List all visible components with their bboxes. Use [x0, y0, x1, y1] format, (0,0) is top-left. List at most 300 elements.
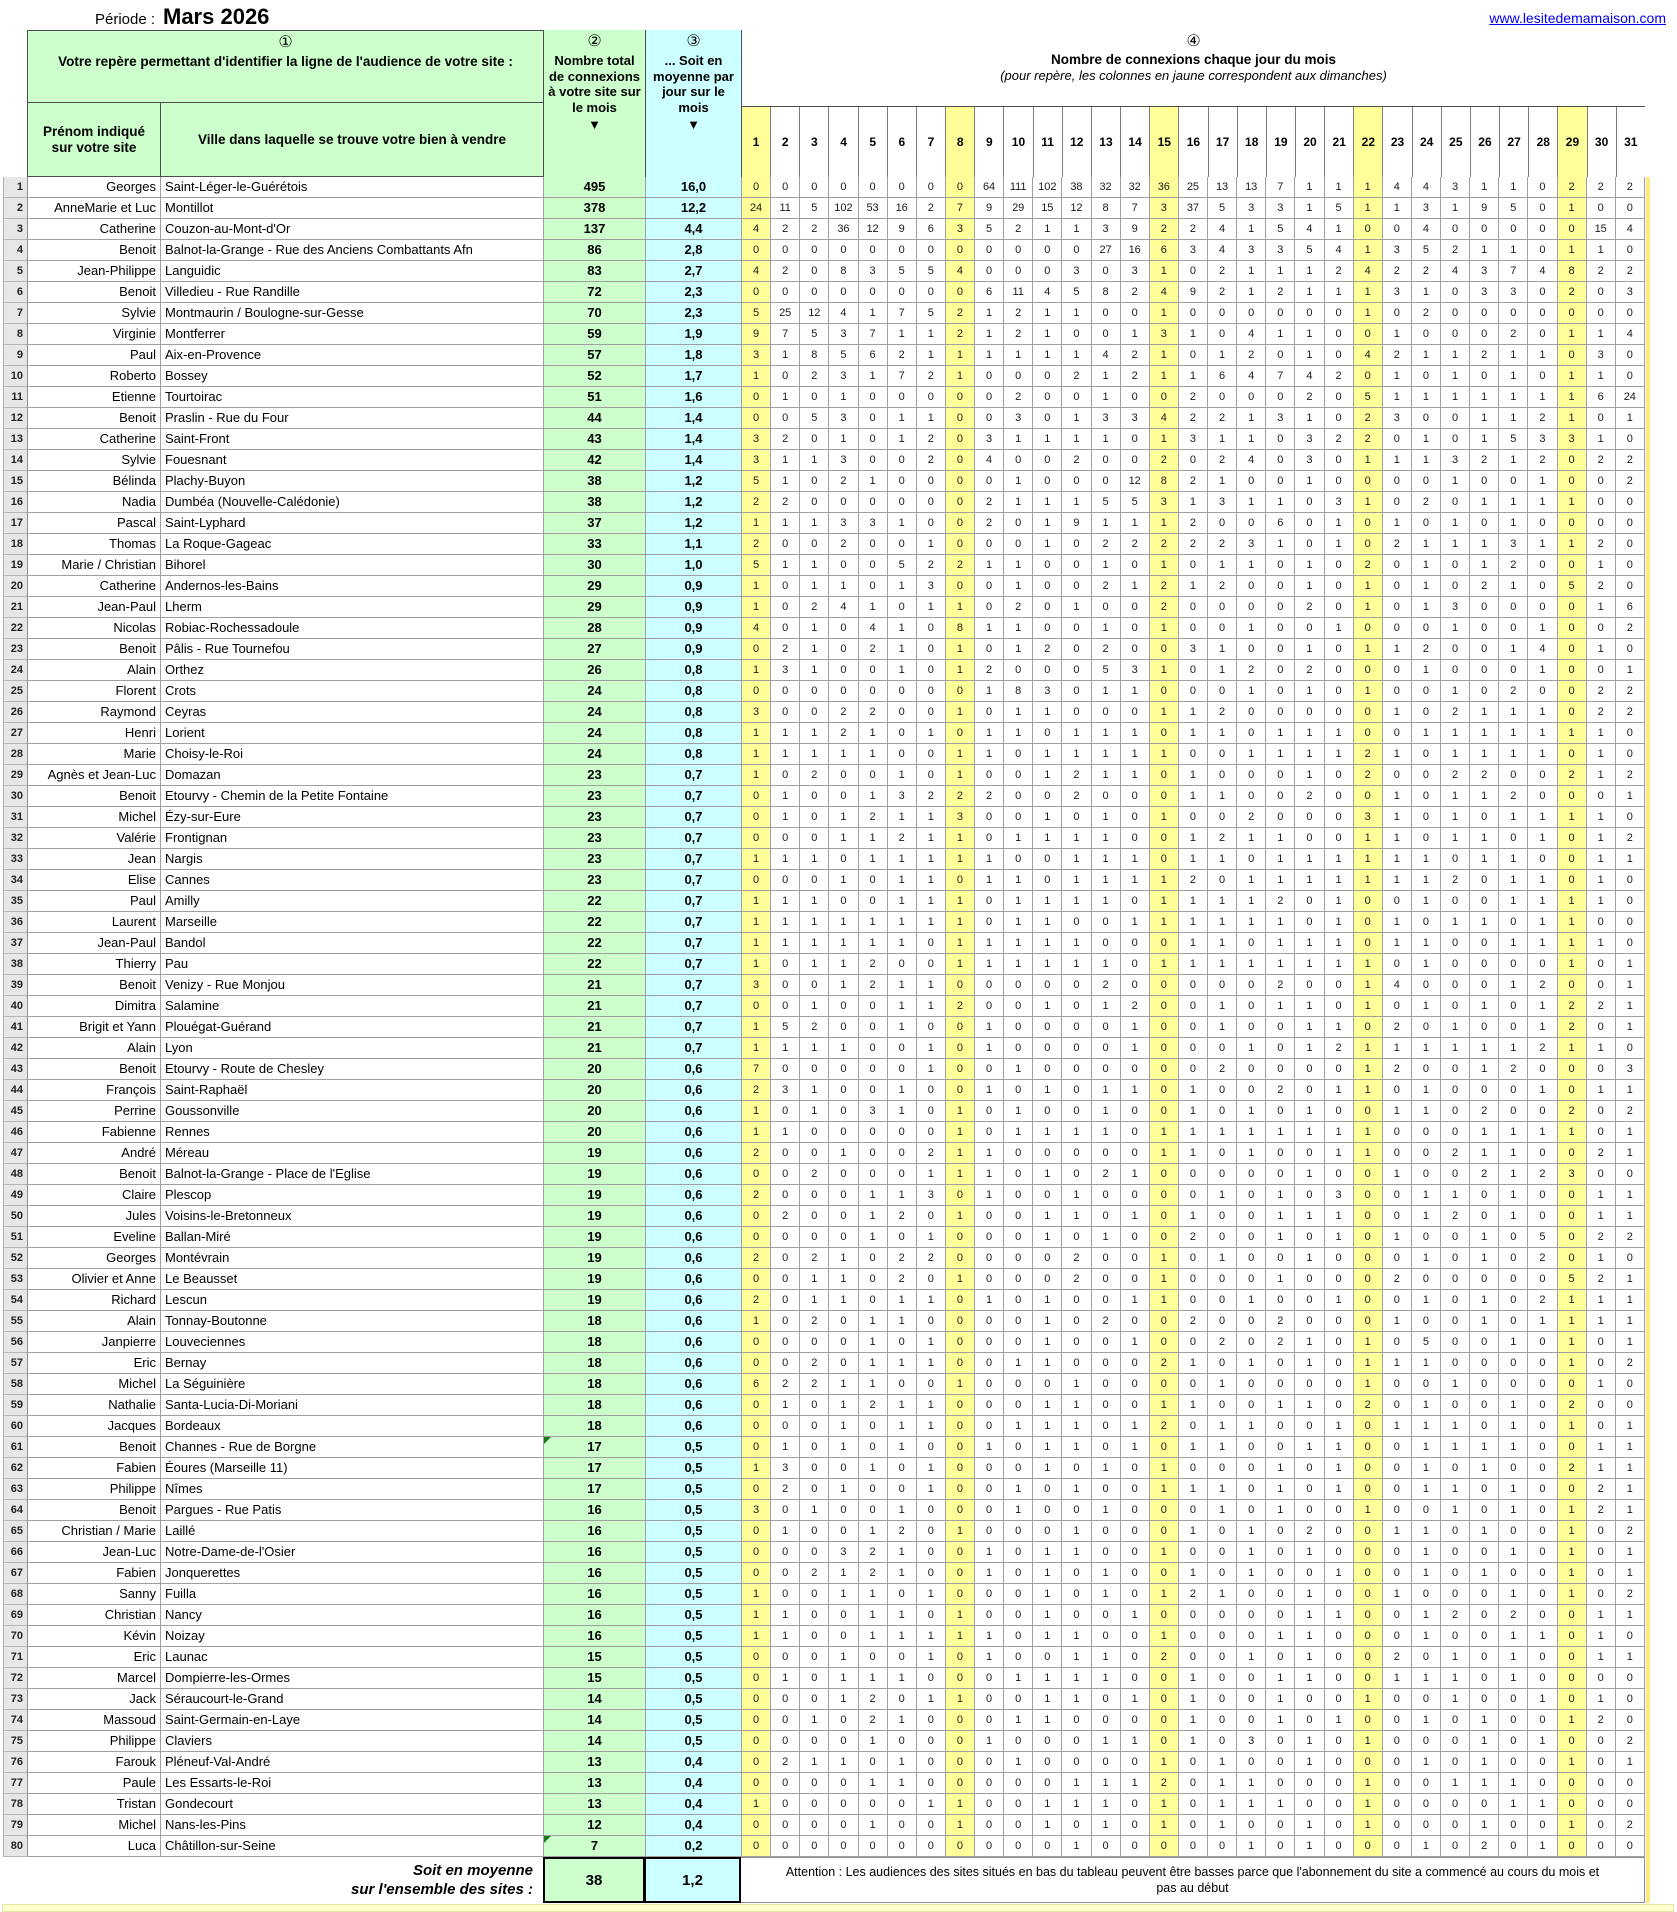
day-cell-2[interactable]: 0: [771, 681, 800, 702]
day-cell-22[interactable]: 1: [1354, 681, 1383, 702]
day-cell-3[interactable]: 1: [800, 576, 829, 597]
day-cell-28[interactable]: 0: [1528, 1815, 1557, 1836]
prenom-cell[interactable]: Luca: [28, 1836, 161, 1857]
ville-cell[interactable]: Noizay: [161, 1626, 544, 1647]
day-cell-26[interactable]: 0: [1470, 1017, 1499, 1038]
day-cell-6[interactable]: 1: [888, 996, 917, 1017]
day-cell-10[interactable]: 2: [1004, 387, 1033, 408]
day-cell-25[interactable]: 0: [1441, 303, 1470, 324]
prenom-cell[interactable]: Eric: [28, 1353, 161, 1374]
day-cell-21[interactable]: 0: [1325, 1752, 1354, 1773]
day-cell-18[interactable]: 1: [1237, 1122, 1266, 1143]
day-cell-7[interactable]: 0: [917, 1668, 946, 1689]
day-cell-30[interactable]: 0: [1587, 1542, 1616, 1563]
day-cell-25[interactable]: 1: [1441, 1668, 1470, 1689]
avg-cell[interactable]: 0,6: [646, 1269, 742, 1290]
day-cell-1[interactable]: 1: [742, 1101, 771, 1122]
day-cell-19[interactable]: 0: [1266, 1584, 1295, 1605]
day-cell-27[interactable]: 1: [1499, 387, 1528, 408]
day-cell-29[interactable]: 2: [1558, 1395, 1587, 1416]
day-cell-28[interactable]: 0: [1528, 597, 1557, 618]
day-cell-10[interactable]: 1: [1004, 723, 1033, 744]
day-cell-31[interactable]: 1: [1616, 1563, 1645, 1584]
day-cell-20[interactable]: 1: [1295, 1836, 1324, 1857]
day-cell-6[interactable]: 0: [888, 1836, 917, 1857]
ville-cell[interactable]: Plouégat-Guérand: [161, 1017, 544, 1038]
day-cell-31[interactable]: 1: [1616, 1080, 1645, 1101]
day-cell-29[interactable]: 1: [1558, 1500, 1587, 1521]
prenom-cell[interactable]: Henri: [28, 723, 161, 744]
day-cell-19[interactable]: 0: [1266, 1164, 1295, 1185]
avg-cell[interactable]: 0,4: [646, 1773, 742, 1794]
day-cell-27[interactable]: 2: [1499, 324, 1528, 345]
day-cell-22[interactable]: 0: [1354, 1416, 1383, 1437]
day-cell-25[interactable]: 0: [1441, 1290, 1470, 1311]
day-cell-28[interactable]: 1: [1528, 807, 1557, 828]
day-cell-4[interactable]: 0: [829, 1332, 858, 1353]
day-cell-16[interactable]: 0: [1179, 1269, 1208, 1290]
day-cell-13[interactable]: 1: [1092, 681, 1121, 702]
day-cell-12[interactable]: 0: [1062, 1227, 1091, 1248]
day-cell-30[interactable]: 0: [1587, 1731, 1616, 1752]
day-cell-23[interactable]: 1: [1383, 933, 1412, 954]
day-cell-23[interactable]: 0: [1383, 1290, 1412, 1311]
day-cell-9[interactable]: 0: [975, 807, 1004, 828]
day-cell-11[interactable]: 1: [1033, 534, 1062, 555]
avg-cell[interactable]: 1,6: [646, 387, 742, 408]
day-cell-9[interactable]: 1: [975, 1626, 1004, 1647]
day-cell-22[interactable]: 0: [1354, 1836, 1383, 1857]
day-cell-26[interactable]: 2: [1470, 1101, 1499, 1122]
day-cell-30[interactable]: 0: [1587, 786, 1616, 807]
day-cell-26[interactable]: 0: [1470, 1689, 1499, 1710]
day-cell-31[interactable]: 1: [1616, 1122, 1645, 1143]
day-cell-17[interactable]: 0: [1208, 303, 1237, 324]
day-cell-13[interactable]: 0: [1092, 450, 1121, 471]
day-cell-10[interactable]: 0: [1004, 1605, 1033, 1626]
day-cell-29[interactable]: 0: [1558, 219, 1587, 240]
day-cell-27[interactable]: 5: [1499, 198, 1528, 219]
total-cell[interactable]: 19: [544, 1143, 646, 1164]
day-cell-15[interactable]: 1: [1150, 1794, 1179, 1815]
day-cell-10[interactable]: 0: [1004, 1437, 1033, 1458]
day-cell-19[interactable]: 1: [1266, 870, 1295, 891]
day-cell-8[interactable]: 1: [946, 828, 975, 849]
day-cell-24[interactable]: 1: [1412, 387, 1441, 408]
day-cell-7[interactable]: 3: [917, 576, 946, 597]
day-cell-17[interactable]: 1: [1208, 912, 1237, 933]
day-cell-25[interactable]: 4: [1441, 261, 1470, 282]
day-cell-7[interactable]: 0: [917, 240, 946, 261]
day-cell-17[interactable]: 0: [1208, 1647, 1237, 1668]
day-cell-25[interactable]: 1: [1441, 681, 1470, 702]
total-cell[interactable]: 22: [544, 891, 646, 912]
day-cell-30[interactable]: 1: [1587, 555, 1616, 576]
day-cell-12[interactable]: 0: [1062, 1500, 1091, 1521]
day-cell-3[interactable]: 1: [800, 1710, 829, 1731]
day-cell-19[interactable]: 0: [1266, 1752, 1295, 1773]
prenom-cell[interactable]: Farouk: [28, 1752, 161, 1773]
day-cell-5[interactable]: 1: [859, 849, 888, 870]
day-cell-17[interactable]: 2: [1208, 828, 1237, 849]
day-cell-18[interactable]: 0: [1237, 1248, 1266, 1269]
prenom-cell[interactable]: Benoit: [28, 1164, 161, 1185]
avg-cell[interactable]: 0,5: [646, 1710, 742, 1731]
day-cell-27[interactable]: 0: [1499, 1311, 1528, 1332]
day-cell-15[interactable]: 0: [1150, 1605, 1179, 1626]
ville-cell[interactable]: Plescop: [161, 1185, 544, 1206]
day-cell-25[interactable]: 3: [1441, 177, 1470, 198]
day-cell-15[interactable]: 1: [1150, 954, 1179, 975]
total-cell[interactable]: 29: [544, 576, 646, 597]
day-cell-22[interactable]: 1: [1354, 1143, 1383, 1164]
day-cell-13[interactable]: 1: [1092, 1227, 1121, 1248]
day-cell-22[interactable]: 0: [1354, 912, 1383, 933]
day-cell-31[interactable]: 2: [1616, 261, 1645, 282]
day-cell-19[interactable]: 0: [1266, 660, 1295, 681]
day-cell-11[interactable]: 0: [1033, 660, 1062, 681]
total-cell[interactable]: 19: [544, 1269, 646, 1290]
day-cell-20[interactable]: 1: [1295, 1395, 1324, 1416]
row-number[interactable]: 44: [4, 1080, 28, 1101]
day-cell-15[interactable]: 0: [1150, 639, 1179, 660]
day-cell-14[interactable]: 2: [1121, 345, 1150, 366]
day-cell-22[interactable]: 1: [1354, 975, 1383, 996]
day-cell-12[interactable]: 0: [1062, 555, 1091, 576]
day-cell-4[interactable]: 0: [829, 660, 858, 681]
day-cell-11[interactable]: 0: [1033, 450, 1062, 471]
row-number[interactable]: 5: [4, 261, 28, 282]
day-cell-6[interactable]: 1: [888, 1500, 917, 1521]
prenom-cell[interactable]: Benoit: [28, 282, 161, 303]
day-cell-20[interactable]: 1: [1295, 954, 1324, 975]
day-cell-8[interactable]: 2: [946, 996, 975, 1017]
day-cell-24[interactable]: 1: [1412, 723, 1441, 744]
day-cell-28[interactable]: 0: [1528, 1458, 1557, 1479]
row-number[interactable]: 78: [4, 1794, 28, 1815]
total-cell[interactable]: 26: [544, 660, 646, 681]
day-cell-1[interactable]: 0: [742, 1437, 771, 1458]
day-cell-16[interactable]: 1: [1179, 1143, 1208, 1164]
day-cell-3[interactable]: 0: [800, 1437, 829, 1458]
day-cell-11[interactable]: 0: [1033, 1521, 1062, 1542]
day-cell-26[interactable]: 0: [1470, 639, 1499, 660]
prenom-cell[interactable]: Paule: [28, 1773, 161, 1794]
day-cell-25[interactable]: 0: [1441, 1353, 1470, 1374]
day-cell-17[interactable]: 2: [1208, 408, 1237, 429]
day-cell-8[interactable]: 0: [946, 282, 975, 303]
day-cell-7[interactable]: 0: [917, 1731, 946, 1752]
day-cell-30[interactable]: 1: [1587, 1080, 1616, 1101]
day-cell-9[interactable]: 3: [975, 429, 1004, 450]
day-cell-1[interactable]: 1: [742, 765, 771, 786]
day-cell-13[interactable]: 1: [1092, 723, 1121, 744]
day-cell-27[interactable]: 1: [1499, 345, 1528, 366]
day-cell-6[interactable]: 1: [888, 1710, 917, 1731]
day-cell-4[interactable]: 0: [829, 1353, 858, 1374]
day-cell-22[interactable]: 1: [1354, 1374, 1383, 1395]
day-cell-10[interactable]: 1: [1004, 1353, 1033, 1374]
day-cell-18[interactable]: 1: [1237, 1794, 1266, 1815]
day-cell-14[interactable]: 0: [1121, 450, 1150, 471]
day-cell-12[interactable]: 1: [1062, 597, 1091, 618]
day-cell-2[interactable]: 2: [771, 429, 800, 450]
day-header-26[interactable]: 26: [1470, 107, 1499, 177]
day-cell-27[interactable]: 1: [1499, 975, 1528, 996]
day-cell-17[interactable]: 0: [1208, 1206, 1237, 1227]
avg-cell[interactable]: 0,6: [646, 1311, 742, 1332]
day-cell-17[interactable]: 0: [1208, 1101, 1237, 1122]
day-cell-29[interactable]: 3: [1558, 1164, 1587, 1185]
day-cell-17[interactable]: 2: [1208, 1332, 1237, 1353]
day-cell-21[interactable]: 1: [1325, 1479, 1354, 1500]
day-cell-5[interactable]: 0: [859, 660, 888, 681]
day-cell-19[interactable]: 0: [1266, 765, 1295, 786]
day-cell-12[interactable]: 1: [1062, 1122, 1091, 1143]
day-cell-19[interactable]: 5: [1266, 219, 1295, 240]
day-cell-30[interactable]: 1: [1587, 1458, 1616, 1479]
day-cell-29[interactable]: 0: [1558, 618, 1587, 639]
day-cell-4[interactable]: 2: [829, 534, 858, 555]
ville-cell[interactable]: Lherm: [161, 597, 544, 618]
day-cell-14[interactable]: 1: [1121, 513, 1150, 534]
day-cell-8[interactable]: 1: [946, 702, 975, 723]
day-cell-22[interactable]: 0: [1354, 1290, 1383, 1311]
day-cell-10[interactable]: 0: [1004, 1773, 1033, 1794]
day-cell-7[interactable]: 0: [917, 1605, 946, 1626]
day-cell-26[interactable]: 1: [1470, 387, 1499, 408]
total-cell[interactable]: 13: [544, 1794, 646, 1815]
day-cell-6[interactable]: 0: [888, 240, 917, 261]
day-cell-12[interactable]: 1: [1062, 954, 1091, 975]
day-cell-5[interactable]: 2: [859, 975, 888, 996]
row-number[interactable]: 66: [4, 1542, 28, 1563]
day-cell-1[interactable]: 0: [742, 639, 771, 660]
day-cell-20[interactable]: 0: [1295, 1710, 1324, 1731]
day-cell-3[interactable]: 0: [800, 177, 829, 198]
ville-cell[interactable]: Montmaurin / Boulogne-sur-Gesse: [161, 303, 544, 324]
day-cell-26[interactable]: 1: [1470, 1122, 1499, 1143]
day-cell-30[interactable]: 1: [1587, 1248, 1616, 1269]
prenom-cell[interactable]: Valérie: [28, 828, 161, 849]
day-cell-15[interactable]: 0: [1150, 1689, 1179, 1710]
day-cell-11[interactable]: 102: [1033, 177, 1062, 198]
day-cell-18[interactable]: 1: [1237, 954, 1266, 975]
day-cell-19[interactable]: 1: [1266, 828, 1295, 849]
day-cell-12[interactable]: 9: [1062, 513, 1091, 534]
day-cell-13[interactable]: 1: [1092, 366, 1121, 387]
day-cell-31[interactable]: 3: [1616, 282, 1645, 303]
day-cell-14[interactable]: 7: [1121, 198, 1150, 219]
row-number[interactable]: 45: [4, 1101, 28, 1122]
day-cell-21[interactable]: 0: [1325, 702, 1354, 723]
day-cell-10[interactable]: 1: [1004, 828, 1033, 849]
day-cell-10[interactable]: 0: [1004, 366, 1033, 387]
day-cell-28[interactable]: 0: [1528, 954, 1557, 975]
day-cell-20[interactable]: 1: [1295, 576, 1324, 597]
day-cell-23[interactable]: 0: [1383, 1836, 1412, 1857]
day-cell-18[interactable]: 1: [1237, 1290, 1266, 1311]
day-cell-15[interactable]: 2: [1150, 1647, 1179, 1668]
row-number[interactable]: 25: [4, 681, 28, 702]
avg-cell[interactable]: 2,3: [646, 303, 742, 324]
day-cell-28[interactable]: 2: [1528, 1038, 1557, 1059]
total-cell[interactable]: 137: [544, 219, 646, 240]
day-cell-10[interactable]: 0: [1004, 1206, 1033, 1227]
day-cell-25[interactable]: 2: [1441, 765, 1470, 786]
day-cell-31[interactable]: 2: [1616, 1584, 1645, 1605]
avg-cell[interactable]: 12,2: [646, 198, 742, 219]
day-cell-20[interactable]: 4: [1295, 366, 1324, 387]
day-cell-17[interactable]: 1: [1208, 933, 1237, 954]
day-cell-17[interactable]: 0: [1208, 1668, 1237, 1689]
day-cell-29[interactable]: 5: [1558, 1269, 1587, 1290]
day-cell-22[interactable]: 0: [1354, 1017, 1383, 1038]
avg-cell[interactable]: 0,9: [646, 597, 742, 618]
day-cell-13[interactable]: 0: [1092, 912, 1121, 933]
day-cell-17[interactable]: 2: [1208, 261, 1237, 282]
day-cell-28[interactable]: 1: [1528, 1122, 1557, 1143]
avg-cell[interactable]: 1,8: [646, 345, 742, 366]
day-cell-17[interactable]: 0: [1208, 1269, 1237, 1290]
day-cell-1[interactable]: 1: [742, 597, 771, 618]
day-cell-29[interactable]: 0: [1558, 1206, 1587, 1227]
day-cell-12[interactable]: 1: [1062, 744, 1091, 765]
day-cell-31[interactable]: 3: [1616, 1059, 1645, 1080]
day-cell-29[interactable]: 1: [1558, 1710, 1587, 1731]
day-cell-17[interactable]: 1: [1208, 1416, 1237, 1437]
day-cell-6[interactable]: 1: [888, 639, 917, 660]
total-cell[interactable]: 20: [544, 1122, 646, 1143]
day-cell-28[interactable]: 0: [1528, 1605, 1557, 1626]
day-cell-4[interactable]: 102: [829, 198, 858, 219]
day-cell-9[interactable]: 0: [975, 471, 1004, 492]
day-cell-23[interactable]: 0: [1383, 1122, 1412, 1143]
day-cell-26[interactable]: 0: [1470, 366, 1499, 387]
total-cell[interactable]: 22: [544, 933, 646, 954]
day-cell-7[interactable]: 0: [917, 1311, 946, 1332]
day-cell-22[interactable]: 0: [1354, 1437, 1383, 1458]
day-cell-1[interactable]: 3: [742, 429, 771, 450]
prenom-cell[interactable]: Marie / Christian: [28, 555, 161, 576]
day-cell-11[interactable]: 0: [1033, 1269, 1062, 1290]
day-cell-21[interactable]: 1: [1325, 1416, 1354, 1437]
day-cell-2[interactable]: 0: [771, 1227, 800, 1248]
total-cell[interactable]: 21: [544, 996, 646, 1017]
row-number[interactable]: 2: [4, 198, 28, 219]
day-cell-11[interactable]: 1: [1033, 1206, 1062, 1227]
day-cell-22[interactable]: 1: [1354, 954, 1383, 975]
day-cell-6[interactable]: 1: [888, 1395, 917, 1416]
day-cell-1[interactable]: 0: [742, 408, 771, 429]
day-cell-9[interactable]: 1: [975, 1647, 1004, 1668]
avg-cell[interactable]: 1,7: [646, 366, 742, 387]
day-cell-2[interactable]: 1: [771, 1626, 800, 1647]
day-cell-25[interactable]: 0: [1441, 429, 1470, 450]
day-cell-31[interactable]: 0: [1616, 198, 1645, 219]
day-cell-19[interactable]: 1: [1266, 1626, 1295, 1647]
day-cell-24[interactable]: 1: [1412, 450, 1441, 471]
day-cell-2[interactable]: 0: [771, 1710, 800, 1731]
day-cell-20[interactable]: 1: [1295, 1206, 1324, 1227]
avg-cell[interactable]: 0,8: [646, 723, 742, 744]
day-cell-4[interactable]: 1: [829, 1290, 858, 1311]
day-cell-29[interactable]: 1: [1558, 1311, 1587, 1332]
day-cell-11[interactable]: 1: [1033, 324, 1062, 345]
day-cell-29[interactable]: 0: [1558, 1794, 1587, 1815]
day-cell-31[interactable]: 1: [1616, 1752, 1645, 1773]
day-cell-27[interactable]: 1: [1499, 1500, 1528, 1521]
ville-cell[interactable]: Launac: [161, 1647, 544, 1668]
day-cell-26[interactable]: 0: [1470, 891, 1499, 912]
day-cell-5[interactable]: 0: [859, 450, 888, 471]
day-cell-16[interactable]: 2: [1179, 408, 1208, 429]
day-cell-29[interactable]: 0: [1558, 1668, 1587, 1689]
day-cell-12[interactable]: 1: [1062, 1668, 1091, 1689]
day-cell-29[interactable]: 1: [1558, 387, 1587, 408]
day-cell-29[interactable]: 0: [1558, 1437, 1587, 1458]
day-cell-6[interactable]: 0: [888, 1815, 917, 1836]
day-cell-8[interactable]: 1: [946, 849, 975, 870]
day-cell-16[interactable]: 0: [1179, 1647, 1208, 1668]
day-cell-23[interactable]: 1: [1383, 912, 1412, 933]
day-cell-23[interactable]: 0: [1383, 891, 1412, 912]
day-cell-6[interactable]: 0: [888, 744, 917, 765]
day-cell-27[interactable]: 1: [1499, 891, 1528, 912]
day-cell-14[interactable]: 1: [1121, 912, 1150, 933]
day-cell-13[interactable]: 0: [1092, 471, 1121, 492]
day-cell-3[interactable]: 1: [800, 639, 829, 660]
day-cell-4[interactable]: 1: [829, 744, 858, 765]
day-cell-8[interactable]: 0: [946, 240, 975, 261]
prenom-cell[interactable]: Raymond: [28, 702, 161, 723]
day-cell-4[interactable]: 1: [829, 1437, 858, 1458]
day-cell-18[interactable]: 1: [1237, 891, 1266, 912]
day-cell-18[interactable]: 1: [1237, 870, 1266, 891]
day-cell-22[interactable]: 1: [1354, 1689, 1383, 1710]
day-cell-19[interactable]: 0: [1266, 576, 1295, 597]
day-cell-3[interactable]: 0: [800, 1143, 829, 1164]
day-cell-29[interactable]: 1: [1558, 1563, 1587, 1584]
ville-cell[interactable]: Méreau: [161, 1143, 544, 1164]
day-cell-7[interactable]: 0: [917, 1710, 946, 1731]
day-cell-13[interactable]: 0: [1092, 303, 1121, 324]
day-cell-21[interactable]: 0: [1325, 1542, 1354, 1563]
avg-cell[interactable]: 1,9: [646, 324, 742, 345]
day-cell-20[interactable]: 1: [1295, 282, 1324, 303]
day-cell-16[interactable]: 0: [1179, 345, 1208, 366]
day-cell-2[interactable]: 1: [771, 849, 800, 870]
day-cell-2[interactable]: 25: [771, 303, 800, 324]
ville-cell[interactable]: La Séguinière: [161, 1374, 544, 1395]
day-cell-2[interactable]: 2: [771, 219, 800, 240]
day-cell-1[interactable]: 3: [742, 450, 771, 471]
day-cell-22[interactable]: 0: [1354, 1185, 1383, 1206]
day-cell-13[interactable]: 0: [1092, 1416, 1121, 1437]
day-cell-16[interactable]: 1: [1179, 1437, 1208, 1458]
day-cell-4[interactable]: 1: [829, 1374, 858, 1395]
day-cell-9[interactable]: 0: [975, 1227, 1004, 1248]
day-cell-20[interactable]: 2: [1295, 1521, 1324, 1542]
day-cell-8[interactable]: 1: [946, 1689, 975, 1710]
day-cell-13[interactable]: 1: [1092, 1584, 1121, 1605]
day-cell-16[interactable]: 0: [1179, 744, 1208, 765]
day-cell-23[interactable]: 0: [1383, 1479, 1412, 1500]
day-cell-9[interactable]: 1: [975, 555, 1004, 576]
day-cell-17[interactable]: 1: [1208, 1794, 1237, 1815]
row-number[interactable]: 80: [4, 1836, 28, 1857]
day-cell-25[interactable]: 2: [1441, 240, 1470, 261]
